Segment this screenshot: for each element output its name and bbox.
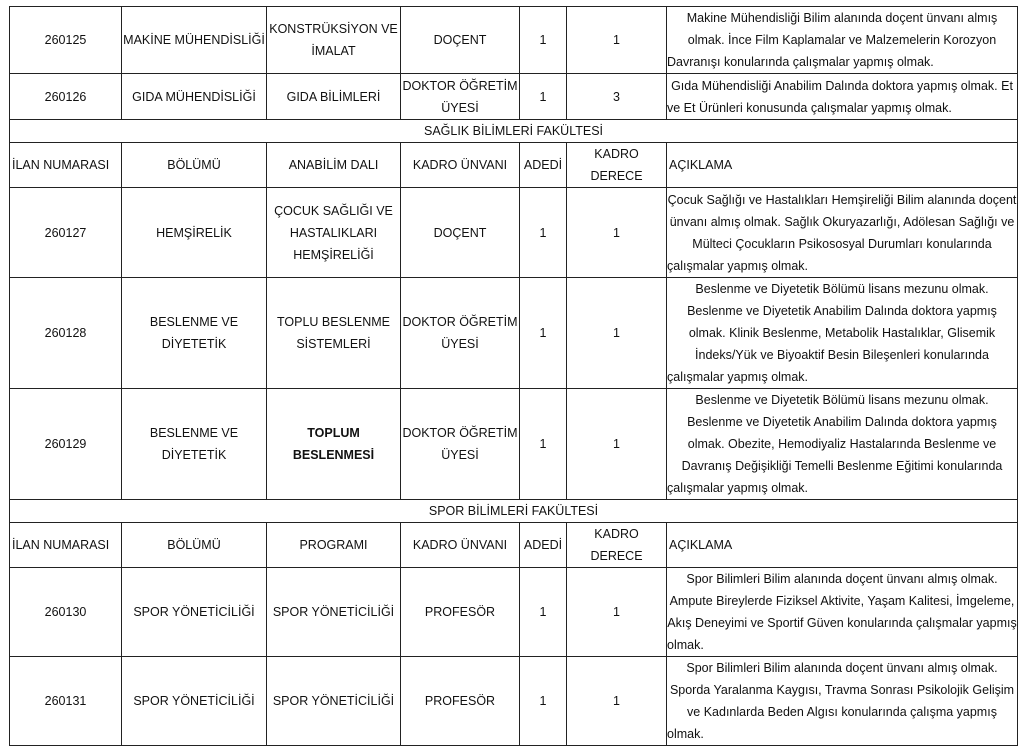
ilan-number: 260128: [10, 278, 122, 389]
description: Makine Mühendisliği Bilim alanında doçent ünvanı almış olmak. İnce Film Kaplamalar ve Malzemelerin Korozyon Davranışı konularında çalışmalar yapmış olmak.: [667, 7, 1018, 74]
column-header: İLAN NUMARASI: [10, 523, 122, 568]
column-header: ADEDİ: [520, 523, 567, 568]
count: 1: [520, 657, 567, 746]
discipline: TOPLUM BESLENMESİ: [267, 389, 401, 500]
column-header: İLAN NUMARASI: [10, 143, 122, 188]
ilan-number: 260130: [10, 568, 122, 657]
grade: 3: [567, 74, 667, 120]
table-row: [10, 657, 1018, 746]
department: MAKİNE MÜHENDİSLİĞİ: [122, 7, 267, 74]
discipline: KONSTRÜKSİYON VE İMALAT: [267, 7, 401, 74]
discipline: ÇOCUK SAĞLIĞI VE HASTALIKLARI HEMŞİRELİĞİ: [267, 188, 401, 278]
header-row: [10, 523, 1018, 568]
position-title: DOKTOR ÖĞRETİM ÜYESİ: [401, 389, 520, 500]
count: 1: [520, 389, 567, 500]
table-row: [10, 74, 1018, 120]
column-header: BÖLÜMÜ: [122, 143, 267, 188]
section-row: [10, 500, 1018, 523]
program: SPOR YÖNETİCİLİĞİ: [267, 657, 401, 746]
ilan-number: 260131: [10, 657, 122, 746]
ilan-number: 260126: [10, 74, 122, 120]
column-header: KADRO DERECE: [567, 523, 667, 568]
table-row: [10, 7, 1018, 74]
description: Beslenme ve Diyetetik Bölümü lisans mezunu olmak. Beslenme ve Diyetetik Anabilim Dalında doktora yapmış olmak. Klinik Beslenme, Metabolik Hastalıklar, Glisemik İndeks/Yük ve Biyoaktif Besin Bileşenleri konularında çalışmalar yapmış olmak.: [667, 278, 1018, 389]
count: 1: [520, 188, 567, 278]
count: 1: [520, 7, 567, 74]
grade: 1: [567, 657, 667, 746]
table-row: [10, 188, 1018, 278]
ilan-number: 260125: [10, 7, 122, 74]
count: 1: [520, 568, 567, 657]
count: 1: [520, 74, 567, 120]
position-title: DOÇENT: [401, 188, 520, 278]
grade: 1: [567, 568, 667, 657]
position-title: DOKTOR ÖĞRETİM ÜYESİ: [401, 278, 520, 389]
staff-announcement-table: [9, 6, 1017, 746]
position-title: DOÇENT: [401, 7, 520, 74]
program: SPOR YÖNETİCİLİĞİ: [267, 568, 401, 657]
description: Spor Bilimleri Bilim alanında doçent ünvanı almış olmak. Ampute Bireylerde Fiziksel Aktivite, Yaşam Kalitesi, İmgeleme, Akış Deneyimi ve Sportif Güven konularında çalışmalar yapmış olmak.: [667, 568, 1018, 657]
column-header: ANABİLİM DALI: [267, 143, 401, 188]
section-title: SAĞLIK BİLİMLERİ FAKÜLTESİ: [10, 120, 1018, 143]
grade: 1: [567, 278, 667, 389]
description: Gıda Mühendisliği Anabilim Dalında doktora yapmış olmak. Et ve Et Ürünleri konusunda çalışmalar yapmış olmak.: [667, 74, 1018, 120]
position-title: PROFESÖR: [401, 657, 520, 746]
table-row: [10, 389, 1018, 500]
column-header: PROGRAMI: [267, 523, 401, 568]
positions-table: [9, 6, 1018, 746]
column-header: BÖLÜMÜ: [122, 523, 267, 568]
column-header: KADRO DERECE: [567, 143, 667, 188]
ilan-number: 260127: [10, 188, 122, 278]
department: GIDA MÜHENDİSLİĞİ: [122, 74, 267, 120]
column-header: AÇIKLAMA: [667, 143, 1018, 188]
department: SPOR YÖNETİCİLİĞİ: [122, 657, 267, 746]
column-header: KADRO ÜNVANI: [401, 523, 520, 568]
count: 1: [520, 278, 567, 389]
department: BESLENME VE DİYETETİK: [122, 389, 267, 500]
description: Spor Bilimleri Bilim alanında doçent ünvanı almış olmak. Sporda Yaralanma Kaygısı, Travma Sonrası Psikolojik Gelişim ve Kadınlarda Beden Algısı konularında çalışma yapmış olmak.: [667, 657, 1018, 746]
position-title: DOKTOR ÖĞRETİM ÜYESİ: [401, 74, 520, 120]
discipline: GIDA BİLİMLERİ: [267, 74, 401, 120]
table-row: [10, 278, 1018, 389]
grade: 1: [567, 7, 667, 74]
column-header: KADRO ÜNVANI: [401, 143, 520, 188]
section-title: SPOR BİLİMLERİ FAKÜLTESİ: [10, 500, 1018, 523]
column-header: ADEDİ: [520, 143, 567, 188]
section-row: [10, 120, 1018, 143]
description: Beslenme ve Diyetetik Bölümü lisans mezunu olmak. Beslenme ve Diyetetik Anabilim Dalında doktora yapmış olmak. Obezite, Hemodiyaliz Hastalarında Beslenme ve Davranış Değişikliği Temelli Beslenme Eğitimi konularında çalışmalar yapmış olmak.: [667, 389, 1018, 500]
discipline: TOPLU BESLENME SİSTEMLERİ: [267, 278, 401, 389]
department: SPOR YÖNETİCİLİĞİ: [122, 568, 267, 657]
department: HEMŞİRELİK: [122, 188, 267, 278]
table-row: [10, 568, 1018, 657]
column-header: AÇIKLAMA: [667, 523, 1018, 568]
department: BESLENME VE DİYETETİK: [122, 278, 267, 389]
position-title: PROFESÖR: [401, 568, 520, 657]
ilan-number: 260129: [10, 389, 122, 500]
header-row: [10, 143, 1018, 188]
grade: 1: [567, 188, 667, 278]
grade: 1: [567, 389, 667, 500]
description: Çocuk Sağlığı ve Hastalıkları Hemşireliği Bilim alanında doçent ünvanı almış olmak. Sağlık Okuryazarlığı, Adölesan Sağlığı ve Mülteci Çocukların Psikososyal Durumları konularında çalışmalar yapmış olmak.: [667, 188, 1018, 278]
